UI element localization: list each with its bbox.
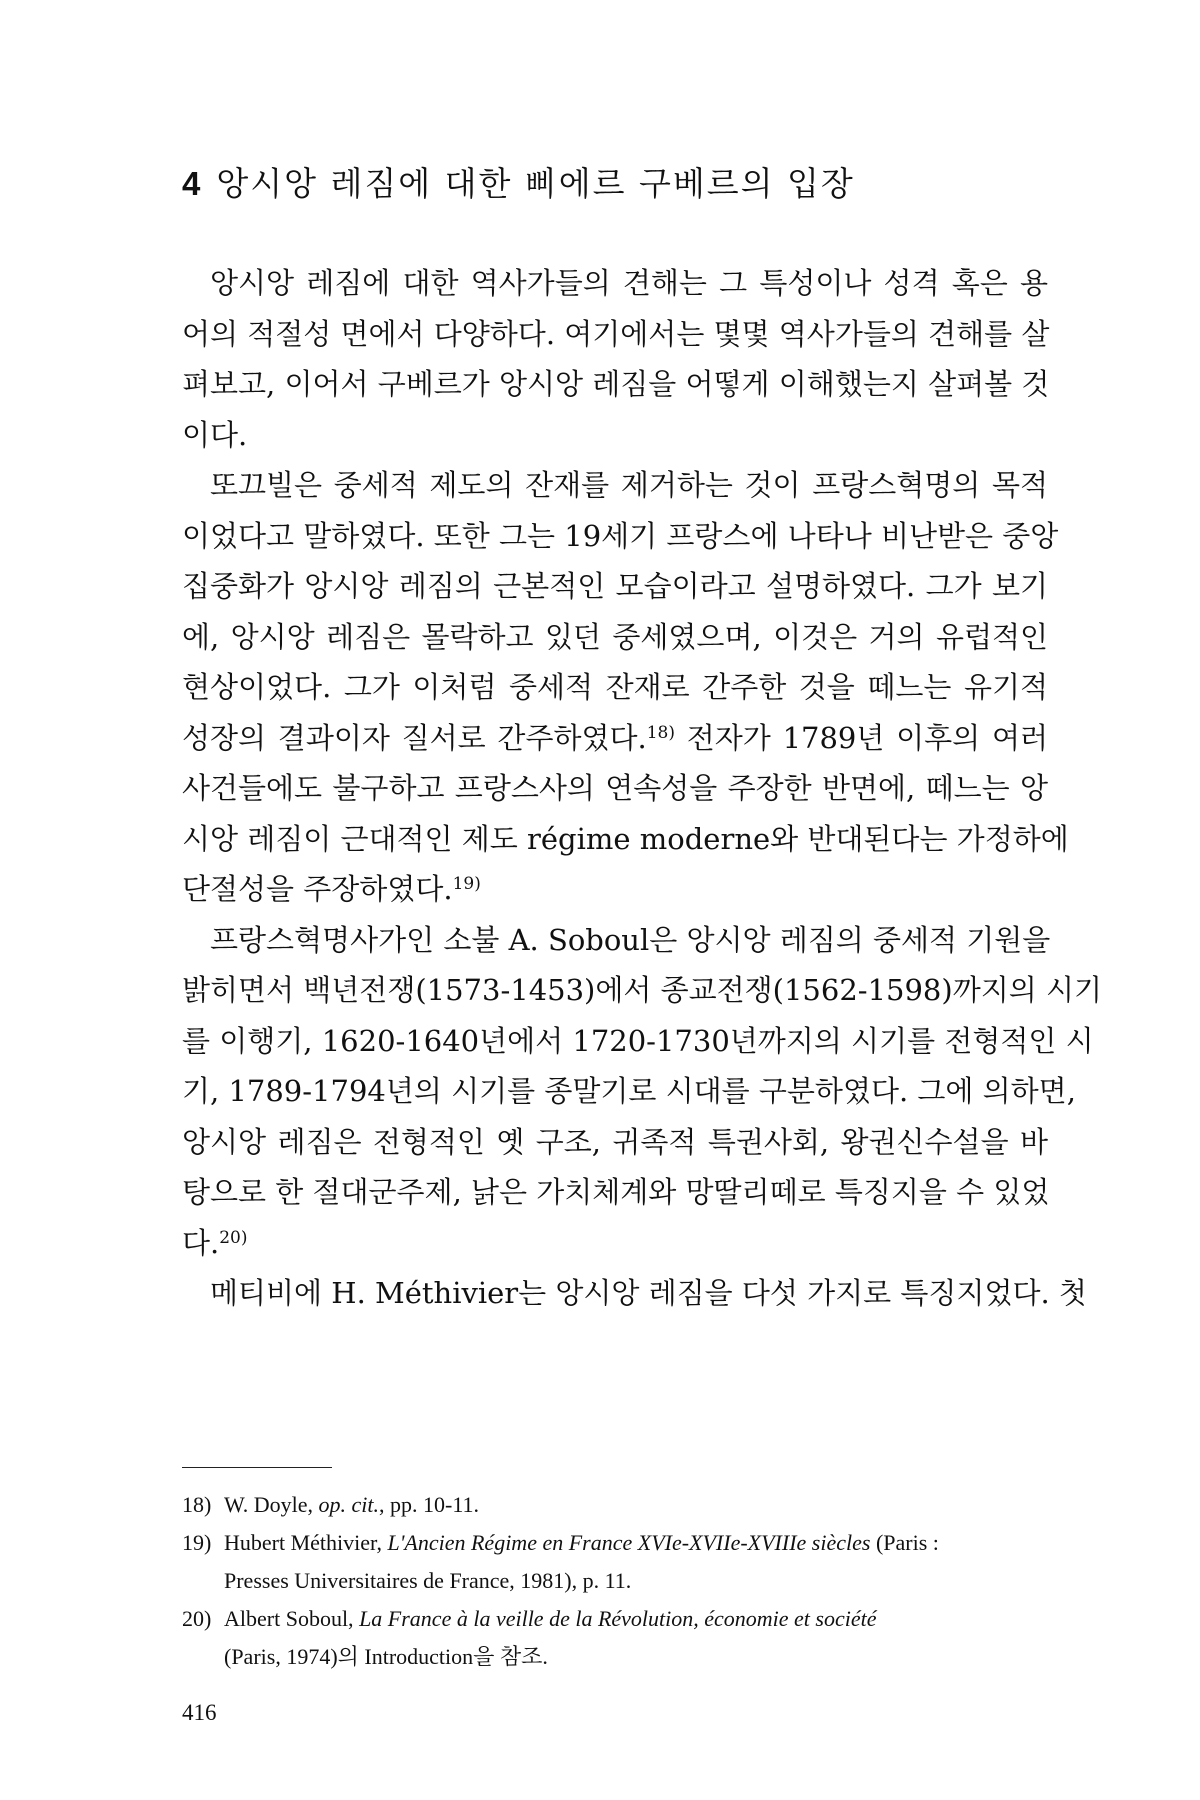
paragraph-2-line: 이었다고 말하였다. 또한 그는 19세기 프랑스에 나타나 비난받은 중앙 [182, 518, 1059, 553]
paragraph-3-text: 다. [182, 1225, 220, 1260]
body-text [182, 258, 1102, 1319]
paragraph-2-text: 단절성을 주장하였다. [182, 872, 453, 906]
footnote-text [224, 1524, 1048, 1562]
paragraph-1-line: 이다. [182, 417, 248, 452]
page-number: 416 [182, 1700, 217, 1725]
footnote-ref-20[interactable]: 20) [219, 1227, 248, 1248]
paragraph-2-line: 집중화가 앙시앙 레짐의 근본적인 모습이라고 설명하였다. 그가 보기 [182, 569, 1048, 603]
footnote-text [224, 1600, 1048, 1638]
footnote-continuation: Presses Universitaires de France, 1981), p. 11. [224, 1568, 632, 1593]
footnote-ref-18[interactable]: 18) [646, 722, 675, 743]
footnote-continuation: (Paris, 1974)의 Introduction을 참조. [224, 1644, 548, 1669]
paragraph-1-line: 앙시앙 레짐에 대한 역사가들의 견해는 그 특성이나 성격 혹은 용 [210, 266, 1048, 300]
footnote-number: 18) [182, 1492, 212, 1517]
paragraph-3-line [182, 1218, 1048, 1269]
footnote-text-part: Hubert Méthivier, [224, 1530, 388, 1555]
footnote-number: 19) [182, 1530, 212, 1555]
footnote-italic-text: La France à la veille de la Révolution, économie et société [359, 1606, 877, 1631]
paragraph-2-line [182, 713, 1048, 764]
paragraph-2-text: 전자가 1789년 이후의 여러 [675, 720, 1048, 755]
section-number: 4 [182, 165, 203, 202]
footnotes [182, 1486, 1048, 1676]
paragraph-3-line: 를 이행기, 1620-1640년에서 1720-1730년까지의 시기를 전형적인 시 [182, 1023, 1094, 1058]
paragraph-4-line: 메티비에 H. Méthivier는 앙시앙 레짐을 다섯 가지로 특징지었다. 첫 [210, 1276, 1087, 1310]
paragraph-1-line: 어의 적절성 면에서 다양하다. 여기에서는 몇몇 역사가들의 견해를 살 [182, 316, 1050, 351]
footnote-text-part: (Paris : [870, 1530, 939, 1555]
paragraph-2-line: 에, 앙시앙 레짐은 몰락하고 있던 중세였으며, 이것은 거의 유럽적인 [182, 619, 1048, 654]
paragraph-2-line [182, 864, 1048, 915]
footnote-19 [182, 1524, 1048, 1562]
footnote-text-part: W. Doyle, [224, 1492, 319, 1517]
paragraph-2-text: 성장의 결과이자 질서로 간주하였다. [182, 720, 647, 755]
footnote-italic-text: L'Ancien Régime en France XVIe-XVIIe-XVIIIe siècles [387, 1530, 871, 1555]
footnote-number: 20) [182, 1606, 212, 1631]
paragraph-2-line: 시앙 레짐이 근대적인 제도 régime moderne와 반대된다는 가정하에 [182, 821, 1069, 856]
footnote-text-part: , pp. 10-11. [379, 1492, 480, 1517]
footnote-20 [182, 1600, 1048, 1638]
paragraph-1-line: 펴보고, 이어서 구베르가 앙시앙 레짐을 어떻게 이해했는지 살펴볼 것 [182, 367, 1050, 401]
paragraph-2-line: 사건들에도 불구하고 프랑스사의 연속성을 주장한 반면에, 떼느는 앙 [182, 771, 1048, 805]
paragraph-3-line: 탕으로 한 절대군주제, 낡은 가치체계와 망딸리떼로 특징지을 수 있었 [182, 1175, 1050, 1209]
section-title: 앙시앙 레짐에 대한 삐에르 구베르의 입장 [216, 164, 855, 203]
footnote-italic-text: op. cit. [318, 1492, 380, 1517]
footnote-18 [182, 1486, 1048, 1524]
paragraph-3-line: 프랑스혁명사가인 소불 A. Soboul은 앙시앙 레짐의 중세적 기원을 [210, 922, 1051, 957]
footnote-divider [182, 1467, 332, 1468]
footnote-ref-19[interactable]: 19) [452, 874, 481, 894]
paragraph-2-line: 또끄빌은 중세적 제도의 잔재를 제거하는 것이 프랑스혁명의 목적 [210, 468, 1048, 502]
footnote-text-part: Albert Soboul, [224, 1606, 360, 1631]
footnote-text [224, 1486, 1048, 1524]
paragraph-3-line: 기, 1789-1794년의 시기를 종말기로 시대를 구분하였다. 그에 의하면, [182, 1074, 1076, 1108]
section-heading [182, 158, 855, 205]
paragraph-3-line: 앙시앙 레짐은 전형적인 옛 구조, 귀족적 특권사회, 왕권신수설을 바 [182, 1124, 1048, 1159]
paragraph-3-line: 밝히면서 백년전쟁(1573-1453)에서 종교전쟁(1562-1598)까지의 시기 [182, 973, 1102, 1007]
paragraph-2-line: 현상이었다. 그가 이처럼 중세적 잔재로 간주한 것을 떼느는 유기적 [182, 670, 1048, 704]
